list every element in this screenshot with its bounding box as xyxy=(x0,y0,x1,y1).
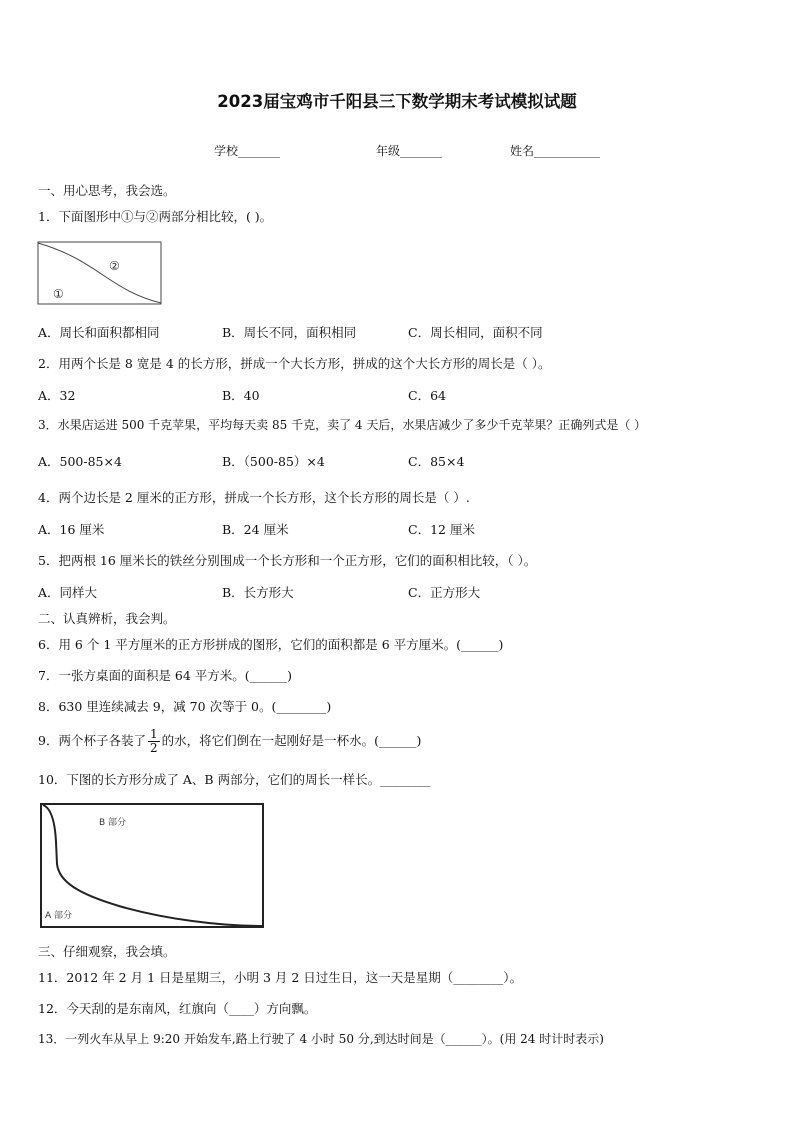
q3-option-c: C．85×4 xyxy=(408,454,465,469)
q4-option-b: B．24 厘米 xyxy=(222,522,289,537)
q2-option-a: A．32 xyxy=(38,388,76,403)
question-8: 8．630 里连续减去 9，减 70 次等于 0。(________) xyxy=(38,699,332,714)
q3-option-b: B．（500-85）×4 xyxy=(222,454,325,469)
q1-figure-label-2: ② xyxy=(109,259,120,273)
question-9 xyxy=(38,721,421,761)
q2-option-b: B．40 xyxy=(222,388,260,403)
section-1-heading: 一、用心思考，我会选。 xyxy=(38,183,176,198)
q1-option-a: A．周长和面积都相同 xyxy=(38,325,160,340)
q5-option-c: C．正方形大 xyxy=(408,585,481,600)
question-11: 11．2012 年 2 月 1 日是星期三，小明 3 月 2 日过生日，这一天是星期（________）。 xyxy=(38,970,523,985)
q4-option-c: C．12 厘米 xyxy=(408,522,475,537)
q9-text-before: 9．两个杯子各装了 xyxy=(38,733,146,748)
question-5: 5．把两根 16 厘米长的铁丝分别围成一个长方形和一个正方形，它们的面积相比较，（ ）。 xyxy=(38,553,537,568)
question-4: 4．两个边长是 2 厘米的正方形，拼成一个长方形，这个长方形的周长是（ ）. xyxy=(38,490,470,505)
question-10-figure xyxy=(39,802,267,930)
section-2-heading: 二、认真辨析，我会判。 xyxy=(38,611,176,626)
q2-option-c: C．64 xyxy=(408,388,446,403)
grade-field: 年级_______ xyxy=(376,144,443,158)
q9-fraction-denominator: 2 xyxy=(149,741,158,755)
q9-fraction-numerator: 1 xyxy=(149,727,158,741)
question-3: 3．水果店运进 500 千克苹果，平均每天卖 85 千克，卖了 4 天后，水果店减少了多少千克苹果？正确列式是（ ） xyxy=(38,418,647,432)
q10-figure-label-a: A 部分 xyxy=(45,911,73,921)
q3-option-a: A．500-85×4 xyxy=(38,454,122,469)
q1-option-c: C．周长相同，面积不同 xyxy=(408,325,543,340)
question-13: 13．一列火车从早上 9:20 开始发车,路上行驶了 4 小时 50 分,到达时间是（______）。(用 24 时计时表示) xyxy=(38,1032,604,1046)
q10-figure-curve xyxy=(43,805,263,926)
q5-option-b: B．长方形大 xyxy=(222,585,294,600)
q9-text-after: 的水，将它们倒在一起刚好是一杯水。(______) xyxy=(161,733,422,748)
question-6: 6．用 6 个 1 平方厘米的正方形拼成的图形，它们的面积都是 6 平方厘米。(______) xyxy=(38,637,504,652)
name-field: 姓名___________ xyxy=(510,144,601,158)
school-field: 学校_______ xyxy=(214,144,281,158)
q10-figure-rect xyxy=(41,804,263,927)
q4-option-a: A．16 厘米 xyxy=(38,522,105,537)
question-10: 10．下图的长方形分成了 A、B 两部分，它们的周长一样长。________ xyxy=(38,772,431,787)
question-12: 12．今天刮的是东南风，红旗向（____）方向飘。 xyxy=(38,1001,317,1016)
question-1: 1．下面图形中①与②两部分相比较，( )。 xyxy=(38,209,273,224)
question-1-figure xyxy=(37,240,163,306)
q1-figure-label-1: ① xyxy=(53,287,64,301)
q9-fraction xyxy=(148,728,160,755)
question-2: 2．用两个长是 8 宽是 4 的长方形，拼成一个大长方形，拼成的这个大长方形的周长是（ ）。 xyxy=(38,356,551,371)
page-title: 2023届宝鸡市千阳县三下数学期末考试模拟试题 xyxy=(217,92,577,111)
q5-option-a: A．同样大 xyxy=(38,585,98,600)
q10-figure-label-b: B 部分 xyxy=(99,818,127,828)
section-3-heading: 三、仔细观察，我会填。 xyxy=(38,944,176,959)
question-7: 7．一张方桌面的面积是 64 平方米。(______) xyxy=(38,668,293,683)
q1-option-b: B．周长不同，面积相同 xyxy=(222,325,357,340)
